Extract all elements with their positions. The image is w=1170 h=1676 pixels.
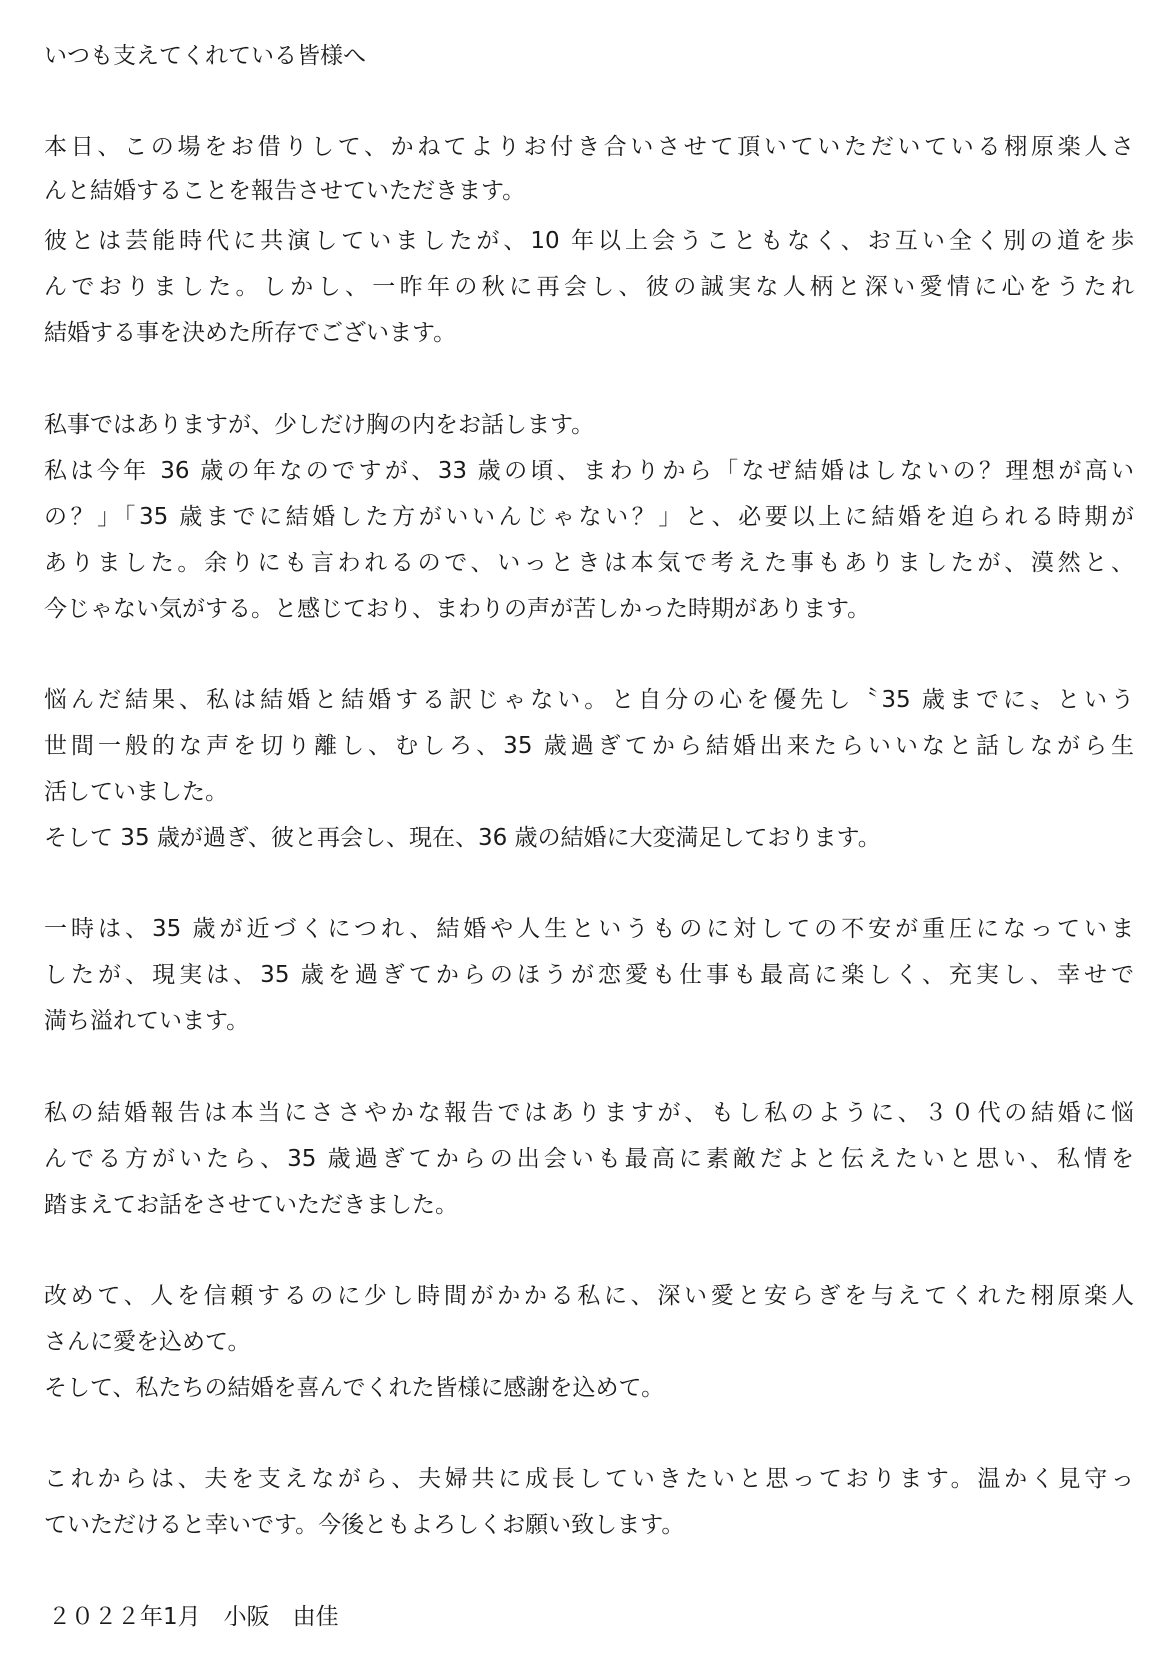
letter-line: 私事ではありますが、少しだけ胸の内をお話します。: [44, 412, 595, 438]
letter-line: 活していました。: [44, 779, 228, 805]
letter-line: 改めて、人を信頼するのに少し時間がかかる私に、深い愛と安らぎを与えてくれた栩原楽人: [44, 1283, 1134, 1309]
letter-line: 本日、この場をお借りして、かねてよりお付き合いさせて頂いていただいている栩原楽人さ: [44, 134, 1134, 160]
letter-line: んと結婚することを報告させていただきます。: [44, 178, 526, 204]
letter-line: 今じゃない気がする。と感じており、まわりの声が苦しかった時期があります。: [44, 596, 871, 622]
letter-line: 彼とは芸能時代に共演していましたが、10 年以上会うこともなく、お互い全く別の道を歩: [44, 228, 1134, 254]
letter-line: ていただけると幸いです。今後ともよろしくお願い致します。: [44, 1512, 685, 1538]
letter-line: 結婚する事を決めた所存でございます。: [44, 320, 457, 346]
letter-line: 私は今年 36 歳の年なのですが、33 歳の頃、まわりから「なぜ結婚はしないの？理想が高い: [44, 458, 1134, 484]
letter-line: そして 35 歳が過ぎ、彼と再会し、現在、36 歳の結婚に大変満足しております。: [44, 825, 881, 851]
letter-line: 私の結婚報告は本当にささやかな報告ではありますが、もし私のように、３０代の結婚に悩: [44, 1100, 1134, 1126]
letter-line: 満ち溢れています。: [44, 1008, 250, 1034]
letter-line: 世間一般的な声を切り離し、むしろ、35 歳過ぎてから結婚出来たらいいなと話しながら生: [44, 733, 1134, 759]
letter-line: 一時は、35 歳が近づくにつれ、結婚や人生というものに対しての不安が重圧になっていま: [44, 916, 1134, 942]
letter-line: これからは、夫を支えながら、夫婦共に成長していきたいと思っております。温かく見守っ: [44, 1466, 1134, 1492]
letter-line: したが、現実は、35 歳を過ぎてからのほうが恋愛も仕事も最高に楽しく、充実し、幸せで: [44, 962, 1134, 988]
letter-line: の？」「35 歳までに結婚した方がいいんじゃない？」と、必要以上に結婚を迫られる時期が: [44, 504, 1134, 530]
letter-line: んでる方がいたら、35 歳過ぎてからの出会いも最高に素敵だよと伝えたいと思い、私情を: [44, 1146, 1134, 1172]
letter-line: 踏まえてお話をさせていただきました。: [44, 1192, 458, 1218]
letter-line: 悩んだ結果、私は結婚と結婚する訳じゃない。と自分の心を優先し〝35 歳までに〟という: [44, 687, 1134, 713]
letter-line: そして、私たちの結婚を喜んでくれた皆様に感謝を込めて。: [44, 1375, 665, 1401]
letter-line: んでおりました。しかし、一昨年の秋に再会し、彼の誠実な人柄と深い愛情に心をうたれ: [44, 274, 1134, 300]
letter-line: ありました。余りにも言われるので、いっときは本気で考えた事もありましたが、漠然と、: [44, 550, 1134, 576]
salutation: いつも支えてくれている皆様へ: [44, 43, 366, 69]
signature: ２０２２年1月 小阪 由佳: [48, 1604, 339, 1630]
letter-line: さんに愛を込めて。: [44, 1329, 251, 1355]
